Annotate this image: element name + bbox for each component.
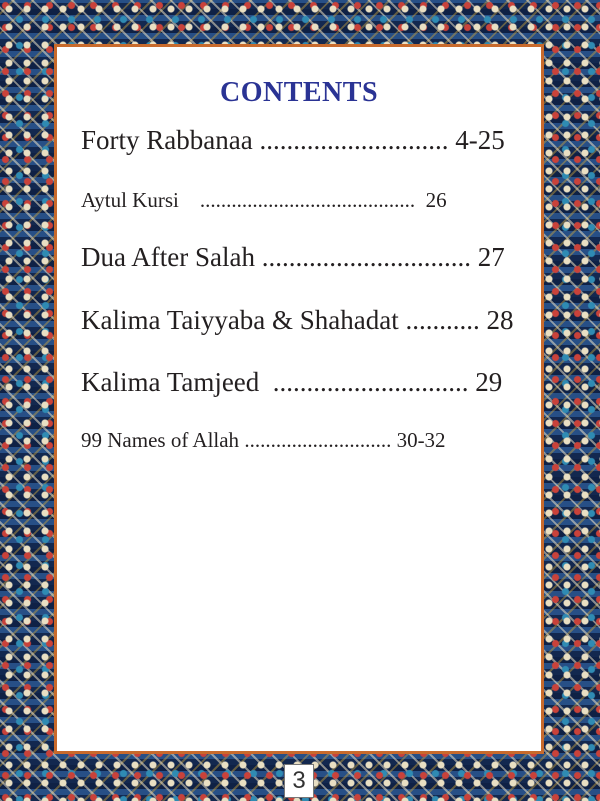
toc-page-number: 28 <box>486 305 514 335</box>
toc-dot-leader: ............................. <box>259 367 476 397</box>
toc-page-number: 26 <box>420 188 447 212</box>
toc-entry[interactable] <box>81 127 519 154</box>
toc-page-number: 29 <box>475 367 503 397</box>
toc-entry-title: Kalima Taiyyaba & Shahadat <box>81 305 399 335</box>
toc-entry[interactable] <box>81 430 519 451</box>
toc-page-number: 4-25 <box>455 125 505 155</box>
toc-dot-leader: ............................... <box>254 242 478 272</box>
toc-dot-leader: ......................................... <box>178 188 421 212</box>
toc-page-number: 30-32 <box>396 428 446 452</box>
toc-dot-leader: ........... <box>398 305 487 335</box>
toc-entry-title: Dua After Salah <box>81 242 255 272</box>
toc-dot-leader: ............................ <box>252 125 456 155</box>
toc-entry[interactable] <box>81 244 519 271</box>
toc-entry-title: 99 Names of Allah <box>81 428 240 452</box>
contents-panel <box>54 44 544 754</box>
toc-entry-title: Forty Rabbanaa <box>81 125 253 155</box>
page-number-badge: 3 <box>284 764 314 798</box>
toc-page-number: 27 <box>477 242 505 272</box>
toc-dot-leader: ............................ <box>239 428 397 452</box>
page-title: CONTENTS <box>219 77 379 108</box>
toc-entry-title: Kalima Tamjeed <box>81 367 260 397</box>
toc-entry-title: Aytul Kursi <box>81 188 179 212</box>
toc-entry[interactable] <box>81 307 519 334</box>
table-of-contents <box>81 127 519 451</box>
toc-entry[interactable] <box>81 190 519 211</box>
toc-entry[interactable] <box>81 369 519 396</box>
